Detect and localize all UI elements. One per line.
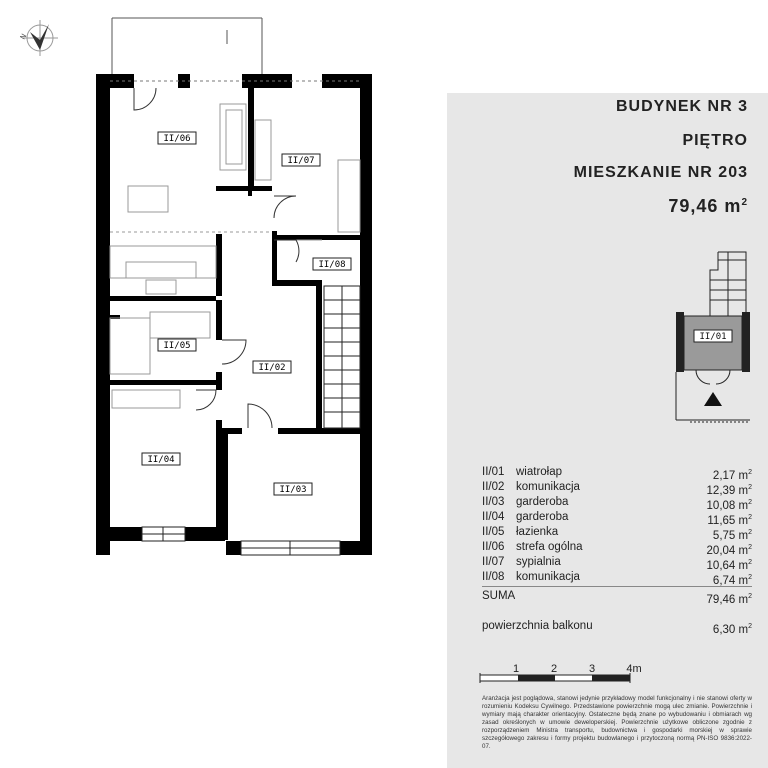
svg-text:N: N [18,32,29,41]
room-label-08: II/08 [318,260,346,270]
svg-text:4m: 4m [626,663,642,675]
table-row: II/02 komunikacja 12,39 $m^2$ [482,481,752,497]
floor-title: PIĘTRO [682,132,748,149]
apartment-title: MIESZKANIE NR 203 [573,164,748,181]
svg-text:1: 1 [512,663,520,675]
table-row: II/08 komunikacja 6,74 $m^2$ [482,571,752,587]
scale-bar [476,660,656,684]
table-row: II/07 sypialnia 10,64 $m^2$ [482,556,752,572]
room-label-06: II/06 [163,134,191,144]
apartment-area: 79,46 $m^2$ [668,196,748,216]
balcony-row: powierzchnia balkonu 6,30 $m^2$ [482,620,752,636]
room-label-03: II/03 [279,485,307,495]
building-title: BUDYNEK NR 3 [615,98,748,115]
key-plan [660,250,760,440]
table-row: II/03 garderoba 10,08 $m^2$ [482,496,752,512]
svg-text:2: 2 [550,663,558,675]
balcony [112,18,262,74]
key-plan-label: II/01 [699,332,727,342]
furniture [110,104,360,408]
room-label-07: II/07 [287,156,315,166]
table-row: II/04 garderoba 11,65 $m^2$ [482,511,752,527]
disclaimer-text: Aranżacja jest poglądowa, stanowi jedynie przykładowy model funkcjonalny i nie stanowi oferty w rozumieniu Kodeksu Cywilnego. Przedstawione powierzchnie mogą ulec zmianie. Powierzchnie i wymiary mają charakter orientacyjny. Ostateczne będą znane po wybudowaniu i obmiarach wg zasad określonych w umowie deweloperskiej. Powierzchnie użytkowe obliczone zgodnie z rozporządzeniem Ministra transportu, budownictwa i gospodarki morskiej w sprawie szczegółowego zakresu i formy projektu budowlanego i przytoczoną normą PN-ISO 9836:2022-07. [482,695,752,750]
sum-row: SUMA 79,46 $m^2$ [482,590,752,606]
table-row: II/01 wiatrołap 2,17 $m^2$ [482,466,752,482]
table-row: II/06 strefa ogólna 20,04 $m^2$ [482,541,752,557]
room-label-04: II/04 [147,455,175,465]
room-label-02: II/02 [258,363,286,373]
stairs [324,286,360,428]
svg-text:3: 3 [588,663,596,675]
room-label-05: II/05 [163,341,191,351]
table-row: II/05 łazienka 5,75 $m^2$ [482,526,752,542]
table-divider [482,586,752,587]
entrance-arrow-icon [704,392,722,406]
north-arrow-icon [19,20,58,56]
room-table [482,465,752,585]
